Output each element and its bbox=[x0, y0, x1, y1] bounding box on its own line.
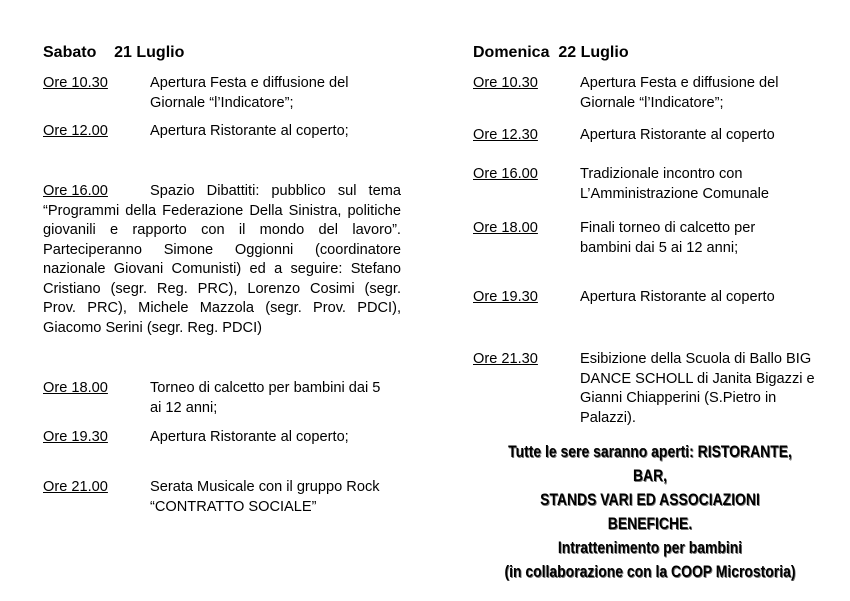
event-description: Apertura Ristorante al coperto bbox=[580, 127, 775, 143]
evening-services-notice bbox=[502, 440, 797, 584]
event-time: Ore 21.30 bbox=[473, 351, 538, 367]
event-time: Ore 19.30 bbox=[43, 429, 108, 445]
notice-line: Tutte le sere saranno aperti: RISTORANTE, BAR, bbox=[508, 442, 792, 485]
event-description: Spazio Dibattiti: pubblico sul tema “Programmi della Federazione Della Sinistra, politiche giovanili e rapporto con il mondo del lavoro”. Parteciperanno Simone Oggionni (coordinatore nazionale Giovani Comunisti) ed a seguire: Stefano Cristiano (segr. Reg. PRC), Lorenzo Cosimi (segr. Prov. PRC), Michele Mazzola (segr. Prov. PDCI), Giacomo Serini (segr. Reg. PDCI) bbox=[43, 183, 401, 336]
event-time: Ore 12.30 bbox=[473, 127, 538, 143]
event-time: Ore 21.00 bbox=[43, 479, 108, 495]
event-description: Esibizione della Scuola di Ballo BIG DANCE SCHOLL di Janita Bigazzi e Gianni Chiapperini (S.Pietro in Palazzi). bbox=[580, 351, 815, 426]
event-description: Apertura Ristorante al coperto bbox=[580, 289, 775, 305]
event-time: Ore 16.00 bbox=[43, 183, 108, 199]
notice-line: Intrattenimento per bambini bbox=[557, 538, 743, 557]
notice-line: (in collaborazione con la COOP Microstoria) bbox=[504, 562, 796, 581]
event-description: Apertura Ristorante al coperto; bbox=[150, 123, 349, 139]
sunday-title: Domenica 22 Luglio bbox=[473, 44, 629, 61]
event-time: Ore 10.30 bbox=[43, 75, 108, 91]
saturday-title: Sabato 21 Luglio bbox=[43, 44, 185, 61]
event-description: Apertura Ristorante al coperto; bbox=[150, 429, 349, 445]
event-description: Serata Musicale con il gruppo Rock “CONTRATTO SOCIALE” bbox=[150, 479, 380, 515]
saturday-event-3 bbox=[43, 182, 401, 338]
event-time: Ore 12.00 bbox=[43, 123, 108, 139]
event-description: Tradizionale incontro con L’Amministrazione Comunale bbox=[580, 166, 769, 202]
event-time: Ore 16.00 bbox=[473, 166, 538, 182]
event-time: Ore 10.30 bbox=[473, 75, 538, 91]
event-description: Finali torneo di calcetto per bambini dai 5 ai 12 anni; bbox=[580, 220, 756, 256]
event-time: Ore 18.00 bbox=[43, 380, 108, 396]
event-description: Apertura Festa e diffusione del Giornale “l’Indicatore”; bbox=[580, 75, 779, 111]
event-description: Torneo di calcetto per bambini dai 5 ai 12 anni; bbox=[150, 380, 381, 416]
event-description: Apertura Festa e diffusione del Giornale “l’Indicatore”; bbox=[150, 75, 349, 111]
event-time: Ore 19.30 bbox=[473, 289, 538, 305]
notice-line: STANDS VARI ED ASSOCIAZIONI BENEFICHE. bbox=[540, 490, 760, 533]
event-time: Ore 18.00 bbox=[473, 220, 538, 236]
